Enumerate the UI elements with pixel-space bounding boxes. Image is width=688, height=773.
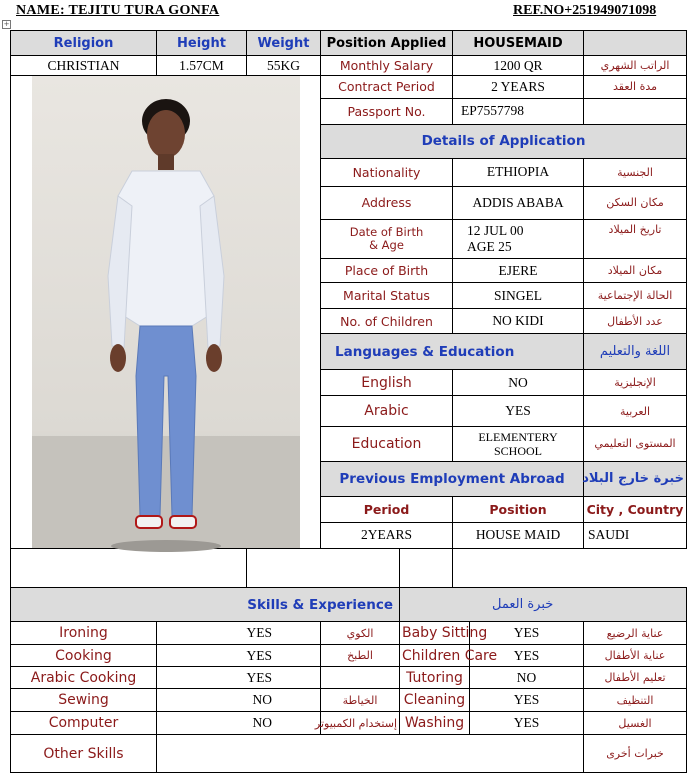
photo-cell [11,76,321,549]
contract-row [11,76,687,99]
salary-value: 1200 QR [453,56,584,76]
languages-ar-title: اللغة والتعليم [584,334,687,370]
dob-ar-label: تاريخ الميلاد [584,219,687,258]
skill-row [11,645,687,667]
empty-cell [11,549,247,588]
period-header: Period [321,496,453,522]
marital-label: Marital Status [321,283,453,309]
skill-ar-label: الخياطة [321,689,400,712]
height-header: Height [157,31,247,56]
children-ar-label: عدد الأطفال [584,309,687,334]
passport-ar-cell [584,98,687,124]
nationality-value: ETHIOPIA [453,158,584,186]
skills-section-title: Skills & Experience [11,588,400,622]
application-form-table [10,30,687,773]
top-values-row [11,56,687,76]
salary-ar-label: الراتب الشهري [584,56,687,76]
weight-value: 55KG [247,56,321,76]
skill-value: YES [470,689,584,712]
period-value: 2YEARS [321,522,453,548]
skill-label: Baby Sitting [400,622,470,645]
skill-row [11,622,687,645]
education-value-line1: ELEMENTERY [478,429,558,444]
skill-value: YES [157,667,321,689]
skill-label: Sewing [11,689,157,712]
skill-label: Arabic Cooking [11,667,157,689]
english-label: English [321,370,453,396]
other-skills-value [157,735,584,773]
employment-empty-row [11,549,687,588]
skill-value: NO [157,712,321,735]
marital-ar-label: الحالة الإجتماعية [584,283,687,309]
skill-row [11,712,687,735]
dob-date: 12 JUL 00 [467,222,524,238]
education-ar-label: المستوى التعليمي [584,426,687,461]
employment-section-title: Previous Employment Abroad [321,461,584,496]
skill-ar-label: التنظيف [584,689,687,712]
position-applied-value: HOUSEMAID [453,31,584,56]
other-skills-label: Other Skills [11,735,157,773]
skill-ar-label [321,667,400,689]
country-value: SAUDI [584,522,687,548]
skill-value: YES [157,645,321,667]
dob-label-line1: Date of Birth [349,224,424,239]
pob-ar-label: مكان الميلاد [584,259,687,283]
contract-ar-label: مدة العقد [584,76,687,99]
dob-label [321,219,453,258]
top-header-row [11,31,687,56]
address-ar-label: مكان السكن [584,187,687,220]
religion-header: Religion [11,31,157,56]
arabic-label: Arabic [321,396,453,427]
skill-label: Computer [11,712,157,735]
address-value: ADDIS ABABA [453,187,584,220]
position-applied-header: Position Applied [321,31,453,56]
education-value [453,426,584,461]
skill-ar-label: الكوي [321,622,400,645]
empty-cell [400,549,453,588]
details-section-title: Details of Application [321,125,687,159]
children-label: No. of Children [321,309,453,334]
salary-label: Monthly Salary [321,56,453,76]
weight-header: Weight [247,31,321,56]
dob-age: AGE 25 [467,238,512,254]
skill-label: Children Care [400,645,470,667]
skill-ar-label: عناية الرضيع [584,622,687,645]
skill-label: Tutoring [400,667,470,689]
address-label: Address [321,187,453,220]
pob-value: EJERE [453,259,584,283]
marital-value: SINGEL [453,283,584,309]
position-applied-ar-cell [584,31,687,56]
passport-value: EP7557798 [453,98,584,124]
skill-row [11,689,687,712]
contract-label: Contract Period [321,76,453,99]
person-figure-icon [32,76,300,548]
skill-ar-label: الطبخ [321,645,400,667]
passport-label: Passport No. [321,98,453,124]
skills-ar-title: خبرة العمل [400,588,687,622]
employment-position-value: HOUSE MAID [453,522,584,548]
dob-label-line2: & Age [369,237,404,252]
pob-label: Place of Birth [321,259,453,283]
other-skills-row [11,735,687,773]
document-header [0,3,688,23]
skill-value: YES [157,622,321,645]
skill-label: Cleaning [400,689,470,712]
city-country-header: City , Country [584,496,687,522]
height-value: 1.57CM [157,56,247,76]
other-skills-ar-label: خبرات أخرى [584,735,687,773]
position-header: Position [453,496,584,522]
skill-row [11,667,687,689]
english-value: NO [453,370,584,396]
english-ar-label: الإنجليزية [584,370,687,396]
skill-value: YES [470,645,584,667]
skill-label: Cooking [11,645,157,667]
skill-ar-label: عناية الأطفال [584,645,687,667]
skill-label: Ironing [11,622,157,645]
education-value-line2: SCHOOL [494,443,543,458]
education-label: Education [321,426,453,461]
contract-value: 2 YEARS [453,76,584,99]
skill-ar-label: تعليم الأطفال [584,667,687,689]
arabic-value: YES [453,396,584,427]
skill-ar-label: الغسيل [584,712,687,735]
empty-cell [247,549,400,588]
nationality-ar-label: الجنسية [584,158,687,186]
nationality-label: Nationality [321,158,453,186]
skill-value: NO [470,667,584,689]
skill-label: Washing [400,712,470,735]
skills-title-row [11,588,687,622]
table-move-handle-icon[interactable]: + [3,20,10,28]
applicant-name: NAME: TEJITU TURA GONFA [16,3,220,18]
skill-value: YES [470,622,584,645]
skill-value: YES [470,712,584,735]
children-value: NO KIDI [453,309,584,334]
skill-ar-label: إستخدام الكمبيوتر [321,712,400,735]
languages-section-title: Languages & Education [321,334,584,370]
arabic-ar-label: العربية [584,396,687,427]
skill-value: NO [157,689,321,712]
dob-value [453,219,584,258]
religion-value: CHRISTIAN [11,56,157,76]
employment-ar-title: خبرة خارج البلاد [584,461,687,496]
applicant-photo [32,76,300,548]
reference-number: REF.NO+251949071098 [513,3,657,18]
